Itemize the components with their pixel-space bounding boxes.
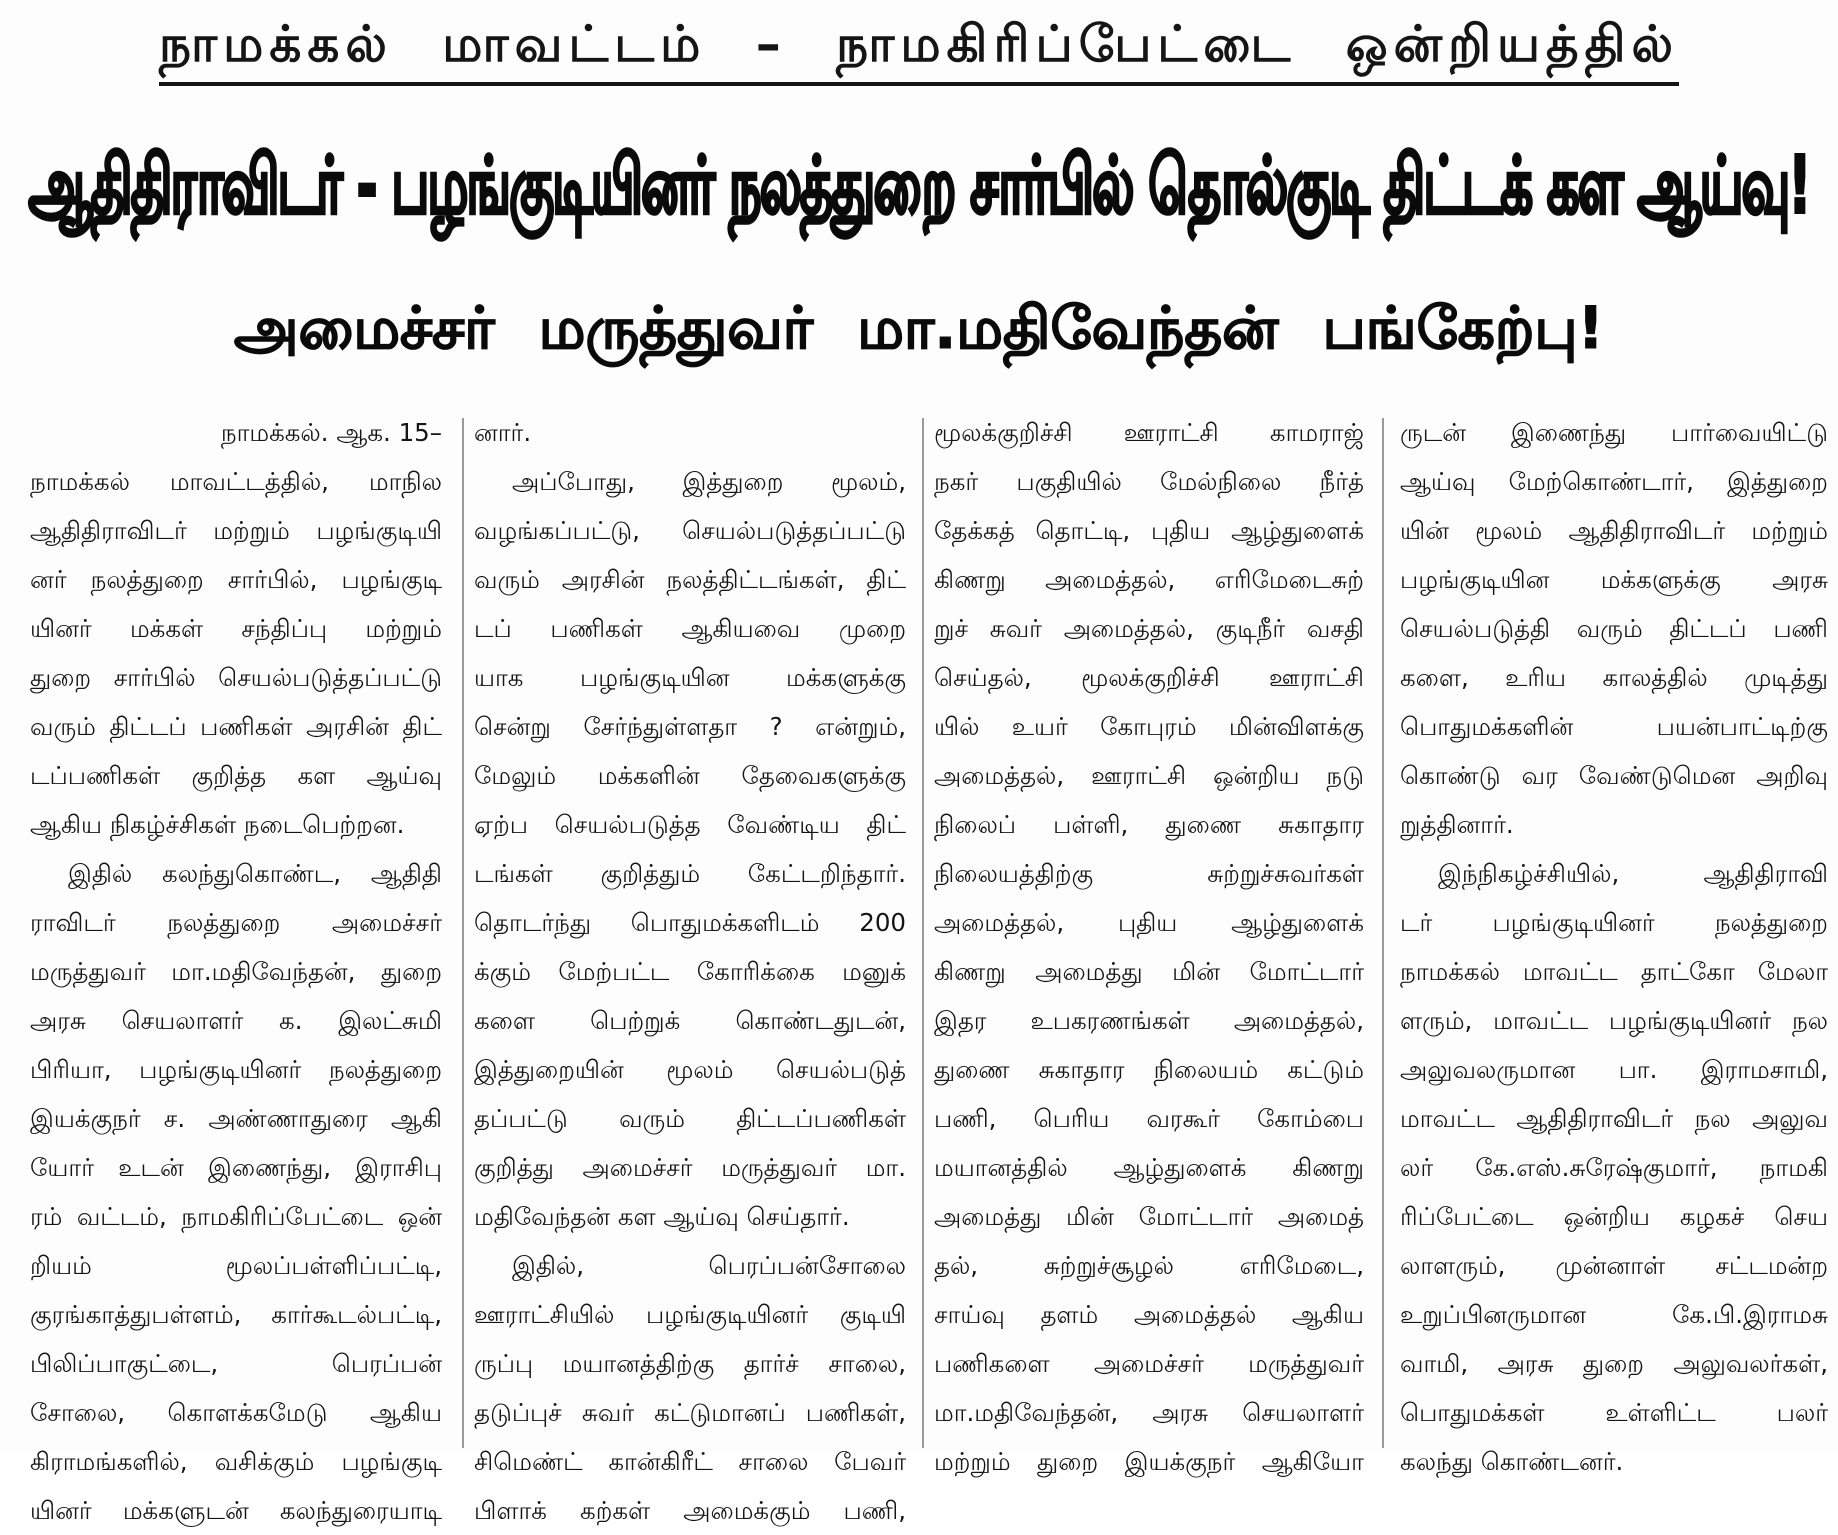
article-text-line: சிமெண்ட் கான்கிரீட் சாலை பேவர்	[474, 1447, 906, 1476]
article-text-line: களை, உரிய காலத்தில் முடித்து	[1400, 663, 1828, 692]
article-text-line: கிணறு அமைத்தல், எரிமேடைசுற்	[934, 565, 1364, 594]
article-text-line: ரம் வட்டம், நாமகிரிப்பேட்டை ஒன்	[30, 1202, 442, 1231]
article-text-line: துறை சார்பில் செயல்படுத்தப்பட்டு	[30, 663, 442, 692]
article-text-line: தொடர்ந்து பொதுமக்களிடம் 200	[474, 908, 906, 937]
article-text-line: அமைத்தல், புதிய ஆழ்துளைக்	[934, 908, 1364, 937]
article-text-line: ஊராட்சியில் பழங்குடியினர் குடியி	[474, 1300, 906, 1329]
article-column-2	[474, 408, 906, 1525]
article-text-line: யினர் மக்களுடன் கலந்துரையாடி	[30, 1496, 442, 1525]
article-text-line: அலுவலருமான பா. இராமசாமி,	[1400, 1055, 1828, 1084]
article-text-line: யாக பழங்குடியின மக்களுக்கு	[474, 663, 906, 692]
article-text-line: கலந்து கொண்டனர்.	[1400, 1447, 1624, 1476]
article-text-line: டர் பழங்குடியினர் நலத்துறை	[1400, 908, 1828, 937]
article-text-line: தேக்கத் தொட்டி, புதிய ஆழ்துளைக்	[934, 516, 1364, 545]
article-text-line: தப்பட்டு வரும் திட்டப்பணிகள்	[474, 1104, 906, 1133]
article-text-line: நிலையத்திற்கு சுற்றுச்சுவர்கள்	[934, 859, 1364, 888]
article-text-line: நாமக்கல் மாவட்ட தாட்கோ மேலா	[1400, 957, 1828, 986]
article-text-line: அரசு செயலாளர் க. இலட்சுமி	[30, 1006, 442, 1035]
article-text-line: மாவட்ட ஆதிதிராவிடர் நல அலுவ	[1400, 1104, 1828, 1133]
article-text-line: லர் கே.எஸ்.சுரேஷ்குமார், நாமகி	[1400, 1153, 1828, 1182]
kicker-headline-container	[0, 0, 1838, 100]
article-text-line: மற்றும் துறை இயக்குநர் ஆகியோ	[934, 1447, 1364, 1476]
article-text-line: ரிப்பேட்டை ஒன்றிய கழகச் செய	[1400, 1202, 1828, 1231]
kicker-headline: நாமக்கல் மாவட்டம் – நாமகிரிப்பேட்டை ஒன்றியத்தில்	[159, 15, 1679, 86]
article-text-line: யின் மூலம் ஆதிதிராவிடர் மற்றும்	[1400, 516, 1828, 545]
article-text-line: சென்று சேர்ந்துள்ளதா ? என்றும்,	[474, 712, 906, 741]
column-divider	[922, 418, 924, 1448]
article-text-line: மேலும் மக்களின் தேவைகளுக்கு	[474, 761, 906, 790]
article-text-line: ஆதிதிராவிடர் மற்றும் பழங்குடியி	[30, 516, 442, 545]
article-text-line: யில் உயர் கோபுரம் மின்விளக்கு	[934, 712, 1364, 741]
article-column-3	[934, 408, 1364, 1476]
column-divider	[1382, 418, 1384, 1448]
article-text-line: நகர் பகுதியில் மேல்நிலை நீர்த்	[934, 467, 1364, 496]
article-text-line: சாய்வு தளம் அமைத்தல் ஆகிய	[934, 1300, 1364, 1329]
article-text-line: பணி, பெரிய வரகூர் கோம்பை	[934, 1104, 1364, 1133]
article-column-4	[1400, 408, 1828, 1476]
article-text-line: மூலக்குறிச்சி ஊராட்சி காமராஜ்	[934, 418, 1364, 447]
article-text-line: கிணறு அமைத்து மின் மோட்டார்	[934, 957, 1364, 986]
article-text-line: வரும் அரசின் நலத்திட்டங்கள், திட்	[474, 565, 906, 594]
article-text-line: றியம் மூலப்பள்ளிப்பட்டி,	[30, 1251, 442, 1280]
article-text-line: தல், சுற்றுச்சூழல் எரிமேடை,	[934, 1251, 1364, 1280]
article-text-line: னர் நலத்துறை சார்பில், பழங்குடி	[30, 565, 442, 594]
article-text-line: குரங்காத்துபள்ளம், கார்கூடல்பட்டி,	[30, 1300, 442, 1329]
article-text-line: டங்கள் குறித்தும் கேட்டறிந்தார்.	[474, 859, 906, 888]
article-text-line: பொதுமக்கள் உள்ளிட்ட பலர்	[1400, 1398, 1828, 1427]
article-text-line: உறுப்பினருமான கே.பி.இராமசு	[1400, 1300, 1828, 1329]
article-text-line: நாமக்கல். ஆக. 15–	[220, 418, 442, 447]
article-text-line: இதில், பெரப்பன்சோலை	[512, 1251, 906, 1280]
article-text-line: பணிகளை அமைச்சர் மருத்துவர்	[934, 1349, 1364, 1378]
article-text-line: வரும் திட்டப் பணிகள் அரசின் திட்	[30, 712, 442, 741]
article-text-line: ஆகிய நிகழ்ச்சிகள் நடைபெற்றன.	[30, 810, 405, 839]
article-text-line: செய்தல், மூலக்குறிச்சி ஊராட்சி	[934, 663, 1364, 692]
article-text-line: துணை சுகாதார நிலையம் கட்டும்	[934, 1055, 1364, 1084]
article-text-line: னார்.	[474, 418, 532, 447]
article-text-line: இதில் கலந்துகொண்ட, ஆதிதி	[68, 859, 442, 888]
article-text-line: அமைத்தல், ஊராட்சி ஒன்றிய நடு	[934, 761, 1364, 790]
article-text-line: டப்பணிகள் குறித்த கள ஆய்வு	[30, 761, 442, 790]
article-text-line: றுச் சுவர் அமைத்தல், குடிநீர் வசதி	[934, 614, 1364, 643]
article-text-line: குறித்து அமைச்சர் மருத்துவர் மா.	[474, 1153, 906, 1182]
article-text-line: கிராமங்களில், வசிக்கும் பழங்குடி	[30, 1447, 442, 1476]
article-text-line: செயல்படுத்தி வரும் திட்டப் பணி	[1400, 614, 1828, 643]
article-text-line: ஆய்வு மேற்கொண்டார், இத்துறை	[1400, 467, 1828, 496]
sub-headline: அமைச்சர் மருத்துவர் மா.மதிவேந்தன் பங்கேற்பு!	[234, 294, 1604, 362]
article-text-line: மயானத்தில் ஆழ்துளைக் கிணறு	[934, 1153, 1364, 1182]
article-text-line: இத்துறையின் மூலம் செயல்படுத்	[474, 1055, 906, 1084]
article-text-line: பழங்குடியின மக்களுக்கு அரசு	[1400, 565, 1828, 594]
article-body	[0, 408, 1838, 1525]
article-text-line: நிலைப் பள்ளி, துணை சுகாதார	[934, 810, 1364, 839]
article-text-line: இதர உபகரணங்கள் அமைத்தல்,	[934, 1006, 1364, 1035]
article-text-line: நாமக்கல் மாவட்டத்தில், மாநில	[30, 467, 442, 496]
article-text-line: லாளரும், முன்னாள் சட்டமன்ற	[1400, 1251, 1828, 1280]
article-text-line: மா.மதிவேந்தன், அரசு செயலாளர்	[934, 1398, 1364, 1427]
article-text-line: தடுப்புச் சுவர் கட்டுமானப் பணிகள்,	[474, 1398, 906, 1427]
article-text-line: டப் பணிகள் ஆகியவை முறை	[474, 614, 906, 643]
column-divider	[462, 418, 464, 1448]
article-text-line: அப்போது, இத்துறை மூலம்,	[512, 467, 906, 496]
article-text-line: பிரியா, பழங்குடியினர் நலத்துறை	[30, 1055, 442, 1084]
main-headline: ஆதிதிராவிடர் - பழங்குடியினர் நலத்துறை சார்பில் தொல்குடி திட்டக் கள ஆய்வு!	[28, 140, 1810, 233]
article-text-line: அமைத்து மின் மோட்டார் அமைத்	[934, 1202, 1364, 1231]
article-text-line: இந்நிகழ்ச்சியில், ஆதிதிராவி	[1438, 859, 1828, 888]
article-text-line: றுத்தினார்.	[1400, 810, 1514, 839]
main-headline-container	[0, 116, 1838, 266]
article-text-line: ஏற்ப செயல்படுத்த வேண்டிய திட்	[474, 810, 906, 839]
article-text-line: மதிவேந்தன் கள ஆய்வு செய்தார்.	[474, 1202, 850, 1231]
article-text-line: இயக்குநர் ச. அண்ணாதுரை ஆகி	[30, 1104, 442, 1133]
article-text-line: க்கும் மேற்பட்ட கோரிக்கை மனுக்	[474, 957, 906, 986]
article-text-line: யோர் உடன் இணைந்து, இராசிபு	[30, 1153, 442, 1182]
article-text-line: ருப்பு மயானத்திற்கு தார்ச் சாலை,	[474, 1349, 906, 1378]
article-text-line: வாமி, அரசு துறை அலுவலர்கள்,	[1400, 1349, 1828, 1378]
article-text-line: சோலை, கொளக்கமேடு ஆகிய	[30, 1398, 442, 1427]
article-text-line: வழங்கப்பட்டு, செயல்படுத்தப்பட்டு	[474, 516, 906, 545]
article-text-line: பிளாக் கற்கள் அமைக்கும் பணி,	[474, 1496, 906, 1525]
article-text-line: மருத்துவர் மா.மதிவேந்தன், துறை	[30, 957, 442, 986]
article-text-line: கொண்டு வர வேண்டுமென அறிவு	[1400, 761, 1828, 790]
article-column-1	[30, 408, 442, 1525]
article-text-line: யினர் மக்கள் சந்திப்பு மற்றும்	[30, 614, 442, 643]
article-text-line: பிலிப்பாகுட்டை, பெரப்பன்	[30, 1349, 442, 1378]
article-text-line: ராவிடர் நலத்துறை அமைச்சர்	[30, 908, 442, 937]
article-text-line: ளரும், மாவட்ட பழங்குடியினர் நல	[1400, 1006, 1828, 1035]
article-text-line: களை பெற்றுக் கொண்டதுடன்,	[474, 1006, 906, 1035]
article-text-line: பொதுமக்களின் பயன்பாட்டிற்கு	[1400, 712, 1828, 741]
article-text-line: ருடன் இணைந்து பார்வையிட்டு	[1400, 418, 1828, 447]
sub-headline-container	[0, 282, 1838, 382]
